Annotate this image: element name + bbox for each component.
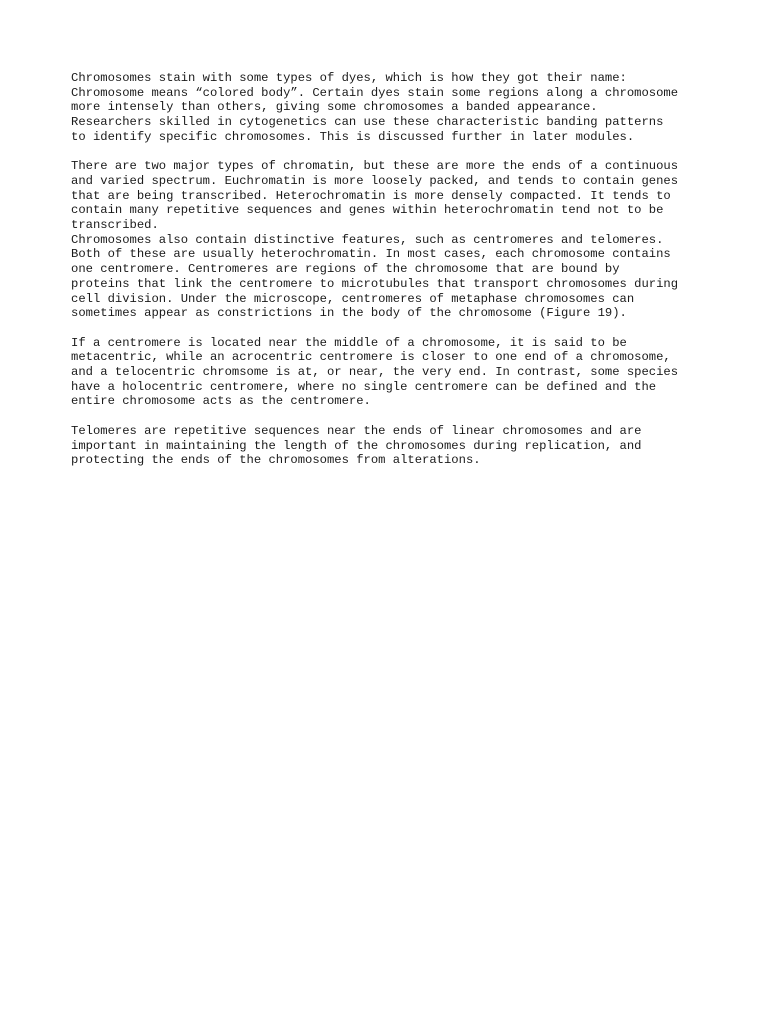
paragraph-spacer	[71, 409, 711, 424]
paragraph-chromatin-types: There are two major types of chromatin, but these are more the ends of a continuous and varied spectrum. Euchromatin is more loosely packed, and tends to contain genes that are being transcribed. Heterochromatin is more densely compacted. It tends to contain many repetitive sequences and genes within heterochromatin tend not to be transcribed.	[71, 159, 679, 233]
paragraph-spacer	[71, 145, 711, 160]
paragraph-telomeres: Telomeres are repetitive sequences near the ends of linear chromosomes and are important in maintaining the length of the chromosomes during replication, and protecting the ends of the chromosomes from alterations.	[71, 423, 642, 468]
paragraph-chromosome-staining: Chromosomes stain with some types of dyes, which is how they got their name: Chromosome means “colored body”. Certain dyes stain some regions along a chromosome more intensely than others, giving some chromosomes a banded appearance. Researchers skilled in cytogenetics can use these characteristic banding patterns to identify specific chromosomes. This is discussed further in later modules.	[71, 71, 679, 144]
paragraph-centromere-position: If a centromere is located near the middle of a chromosome, it is said to be metacentric, while an acrocentric centromere is closer to one end of a chromosome, and a telocentric chromsome is at, or near, the very end. In contrast, some species have a holocentric centromere, where no single centromere can be defined and the entire chromosome acts as the centromere.	[71, 335, 679, 409]
paragraph-spacer	[71, 321, 711, 336]
paragraph-centromeres-telomeres: Chromosomes also contain distinctive features, such as centromeres and telomeres. Both of these are usually heterochromatin. In most cases, each chromosome contains one centromere. Centromeres are regions of the chromosome that are bound by proteins that link the centromere to microtubules that transport chromosomes during cell division. Under the microscope, centromeres of metaphase chromosomes can sometimes appear as constrictions in the body of the chromosome (Figure 19).	[71, 232, 679, 321]
document-page	[71, 71, 711, 468]
